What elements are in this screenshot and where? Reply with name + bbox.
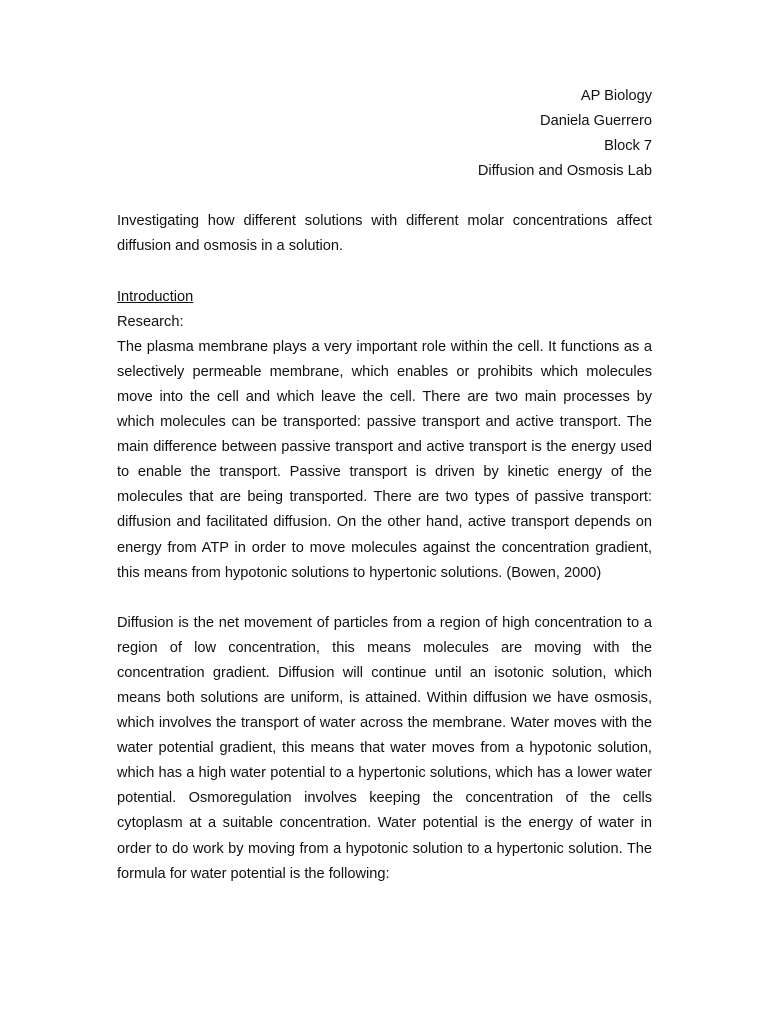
introduction-heading: Introduction [117,288,194,305]
spacer [117,586,652,611]
introduction-paragraph-1: The plasma membrane plays a very important role within the cell. It functions as a selectively permeable membrane, which enables or prohibits which molecules move into the cell and which leave the cell. There are two main processes by which molecules can be transported: passive transport and active transport. The main difference between passive transport and active transport is the energy used to enable the transport. Passive transport is driven by kinetic energy of the molecules that are being transported. There are two types of passive transport: diffusion and facilitated diffusion. On the other hand, active transport depends on energy from ATP in order to move molecules against the concentration gradient, this means from hypotonic solutions to hypertonic solutions. (Bowen, 2000) [117,338,652,581]
lab-title: Diffusion and Osmosis Lab [477,163,652,180]
research-subheading: Research: [117,313,184,330]
introduction-paragraph-2: Diffusion is the net movement of particles from a region of high concentration to a region of low concentration, this means molecules are moving with the concentration gradient. Diffusion will continue until an isotonic solution, which means both solutions are uniform, is attained. Within diffusion we have osmosis, which involves the transport of water across the membrane. Water moves with the water potential gradient, this means that water moves from a hypotonic solution, which has a high water potential to a hypertonic solutions, which has a lower water potential. Osmoregulation involves keeping the concentration of the cells cytoplasm at a suitable concentration. Water potential is the energy of water in order to do work by moving from a hypotonic solution to a hypertonic solution. The formula for water potential is the following: [117,614,652,882]
spacer [117,184,652,209]
document-page [117,84,652,887]
document-header [117,84,652,184]
class-block: Block 7 [604,138,652,155]
spacer [117,260,652,285]
author-name: Daniela Guerrero [540,113,652,130]
course-name: AP Biology [580,88,652,104]
purpose-statement: Investigating how different solutions with different molar concentrations affect diffusion and osmosis in a solution. [117,213,652,255]
